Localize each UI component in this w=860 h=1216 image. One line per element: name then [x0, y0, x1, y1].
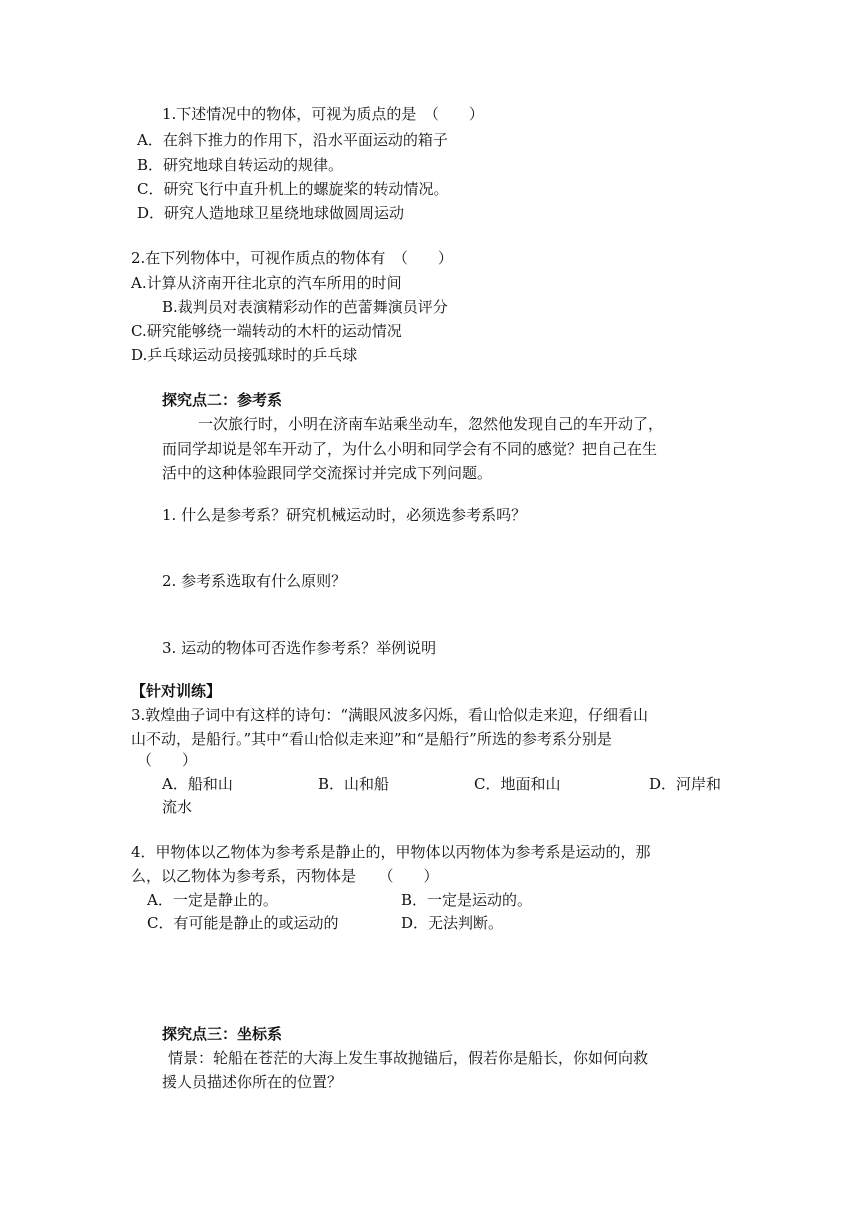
q4-option-c: C．有可能是静止的或运动的 [147, 914, 339, 932]
section2-para-line2: 而同学却说是邻车开动了，为什么小明和同学会有不同的感觉？把自己在生 [162, 440, 658, 458]
q1-option-d: D．研究人造地球卫星绕地球做圆周运动 [137, 204, 405, 222]
section2-question-1: 1. 什么是参考系？研究机械运动时，必须选参考系吗？ [162, 506, 527, 524]
q4-option-b: B．一定是运动的。 [401, 891, 533, 909]
q3-option-d-continued: 流水 [162, 798, 193, 816]
q1-stem: 1.下述情况中的物体，可视为质点的是 （ ） [162, 105, 484, 123]
q1-option-a: A．在斜下推力的作用下，沿水平面运动的箱子 [137, 131, 448, 149]
q2-option-d: D.乒乓球运动员接弧球时的乒乓球 [131, 346, 358, 364]
q2-option-c: C.研究能够绕一端转动的木杆的运动情况 [131, 322, 402, 340]
section3-title: 探究点三：坐标系 [162, 1025, 283, 1043]
training-title: 【针对训练】 [131, 682, 222, 700]
section2-title: 探究点二：参考系 [162, 391, 283, 409]
q2-option-a: A.计算从济南开往北京的汽车所用的时间 [131, 274, 402, 292]
q4-line2: 么，以乙物体为参考系，丙物体是 （ ） [131, 867, 439, 885]
section2-question-3: 3. 运动的物体可否选作参考系？举例说明 [162, 639, 437, 657]
section2-question-2: 2. 参考系选取有什么原则？ [162, 572, 347, 590]
q1-option-c: C．研究飞行中直升机上的螺旋桨的转动情况。 [137, 180, 449, 198]
q3-line3: （ ） [137, 751, 198, 769]
q2-option-b: B.裁判员对表演精彩动作的芭蕾舞演员评分 [162, 298, 448, 316]
q2-stem: 2.在下列物体中，可视作质点的物体有 （ ） [131, 249, 453, 267]
section2-para-line1: 一次旅行时，小明在济南车站乘坐动车，忽然他发现自己的车开动了， [198, 415, 664, 433]
q3-option-d: D．河岸和 [649, 775, 722, 793]
q3-option-b: B．山和船 [318, 775, 390, 793]
q3-option-a: A．船和山 [162, 775, 233, 793]
q4-option-a: A．一定是静止的。 [147, 891, 278, 909]
q3-option-c: C．地面和山 [474, 775, 561, 793]
q4-option-d: D．无法判断。 [401, 914, 504, 932]
section3-line1: 情景：轮船在苍茫的大海上发生事故抛锚后，假若你是船长，你如何向救 [168, 1049, 649, 1067]
section3-line2: 援人员描述你所在的位置？ [162, 1073, 343, 1091]
q3-line1: 3.敦煌曲子词中有这样的诗句：“满眼风波多闪烁，看山恰似走来迎，仔细看山 [131, 706, 648, 724]
q1-option-b: B．研究地球自转运动的规律。 [137, 156, 344, 174]
section2-para-line3: 活中的这种体验跟同学交流探讨并完成下列问题。 [162, 464, 493, 482]
q4-line1: 4．甲物体以乙物体为参考系是静止的，甲物体以丙物体为参考系是运动的，那 [131, 843, 651, 861]
q3-line2: 山不动，是船行。”其中“看山恰似走来迎”和“是船行”所选的参考系分别是 [131, 730, 612, 748]
